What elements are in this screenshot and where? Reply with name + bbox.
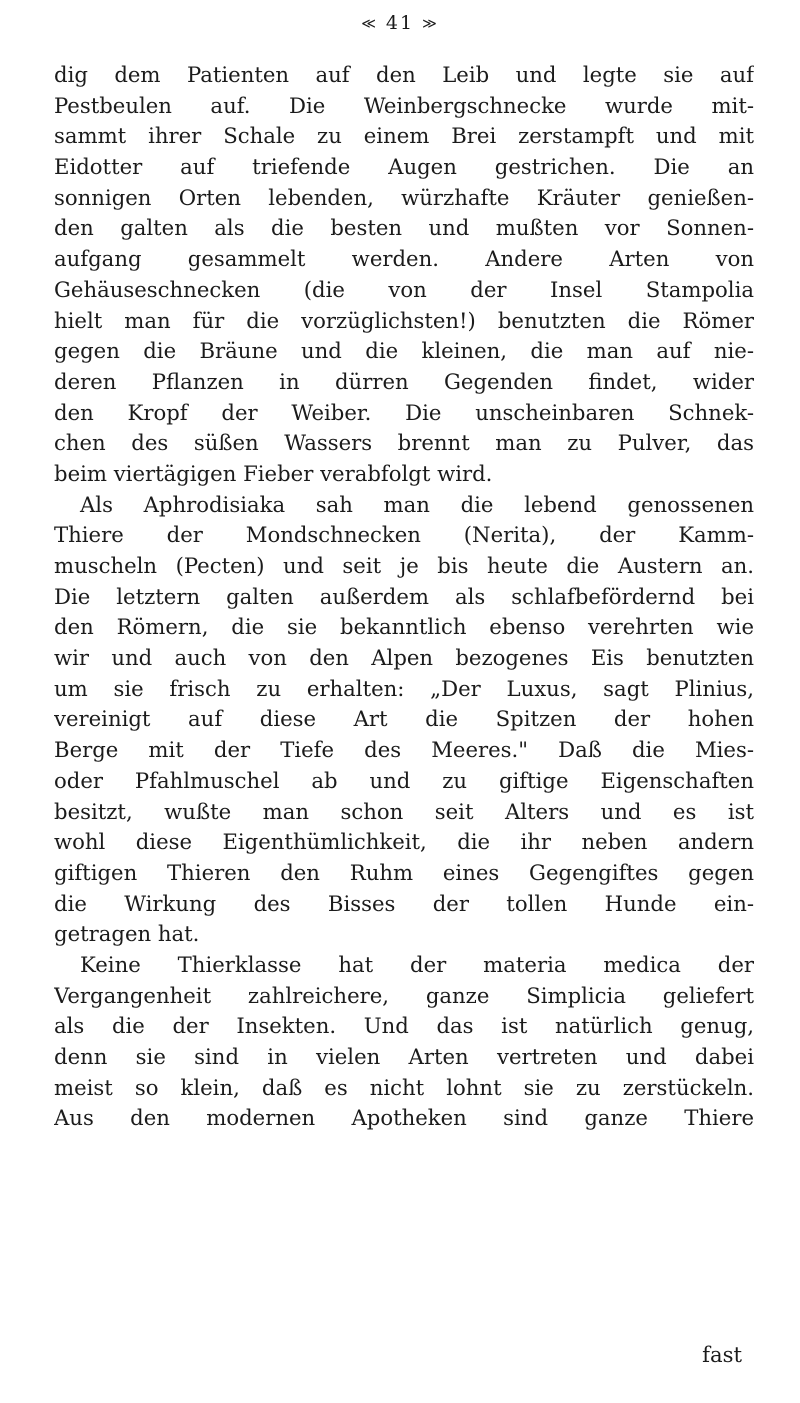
text-line: sammt ihrer Schale zu einem Brei zerstampft und mit — [54, 123, 754, 149]
text-line: Thiere der Mondschnecken (Nerita), der Kamm- — [54, 522, 754, 548]
text-line: Pestbeulen auf. Die Weinbergschnecke wurde mit- — [54, 92, 754, 118]
text-line: hielt man für die vorzüglichsten!) benutzten die Römer — [54, 307, 754, 333]
text-line: muscheln (Pecten) und seit je bis heute die Austern an. — [54, 553, 754, 578]
text-line: getragen hat. — [54, 921, 200, 947]
text-line: wohl diese Eigenthümlichkeit, die ihr neben andern — [54, 829, 754, 855]
text-line: um sie frisch zu erhalten: „Der Luxus, sagt Plinius, — [54, 675, 754, 701]
text-line: Aus den modernen Apotheken sind ganze Thiere — [54, 1105, 754, 1131]
ornament-left-icon: ≪ — [361, 16, 378, 32]
text-line: oder Pfahlmuschel ab und zu giftige Eigenschaften — [54, 767, 754, 793]
text-line: Keine Thierklasse hat der materia medica der — [80, 951, 754, 977]
text-line: sonnigen Orten lebenden, würzhafte Kräuter genießen- — [54, 184, 754, 210]
page-header — [0, 12, 800, 34]
text-line: giftigen Thieren den Ruhm eines Gegengiftes gegen — [54, 859, 754, 885]
text-line: Gehäuseschnecken (die von der Insel Stampolia — [54, 276, 754, 302]
text-line: deren Pflanzen in dürren Gegenden findet, wider — [54, 368, 754, 394]
text-line: als die der Insekten. Und das ist natürlich genug, — [54, 1013, 754, 1039]
text-line: meist so klein, daß es nicht lohnt sie zu zerstückeln. — [54, 1074, 754, 1100]
page-number: 41 — [385, 12, 415, 34]
text-line: Als Aphrodisiaka sah man die lebend genossenen — [80, 491, 754, 517]
text-line: denn sie sind in vielen Arten vertreten und dabei — [54, 1044, 754, 1069]
text-line: die Wirkung des Bisses der tollen Hunde ein- — [54, 890, 754, 916]
text-line: Berge mit der Tiefe des Meeres." Daß die Mies- — [54, 737, 754, 763]
text-line: vereinigt auf diese Art die Spitzen der hohen — [54, 706, 754, 732]
body-text — [54, 60, 754, 1134]
catchword: fast — [702, 1342, 742, 1367]
text-line: wir und auch von den Alpen bezogenes Eis benutzten — [54, 645, 754, 671]
text-line: gegen die Bräune und die kleinen, die man auf nie- — [54, 338, 754, 364]
text-line: Eidotter auf triefende Augen gestrichen. Die an — [54, 154, 754, 180]
ornament-right-icon: ≫ — [422, 16, 439, 32]
text-line: chen des süßen Wassers brennt man zu Pulver, das — [54, 430, 754, 456]
text-line: Die letztern galten außerdem als schlafbefördernd bei — [54, 583, 754, 609]
text-line: besitzt, wußte man schon seit Alters und es ist — [54, 798, 754, 824]
text-line: dig dem Patienten auf den Leib und legte sie auf — [54, 62, 754, 87]
text-line: aufgang gesammelt werden. Andere Arten von — [54, 246, 754, 272]
text-line: den Römern, die sie bekanntlich ebenso verehrten wie — [54, 614, 754, 640]
text-line: den Kropf der Weiber. Die unscheinbaren Schnek- — [54, 399, 754, 425]
text-line: beim viertägigen Fieber verabfolgt wird. — [54, 460, 493, 486]
text-line: Vergangenheit zahlreichere, ganze Simplicia geliefert — [54, 982, 754, 1008]
text-line: den galten als die besten und mußten vor Sonnen- — [54, 215, 754, 241]
